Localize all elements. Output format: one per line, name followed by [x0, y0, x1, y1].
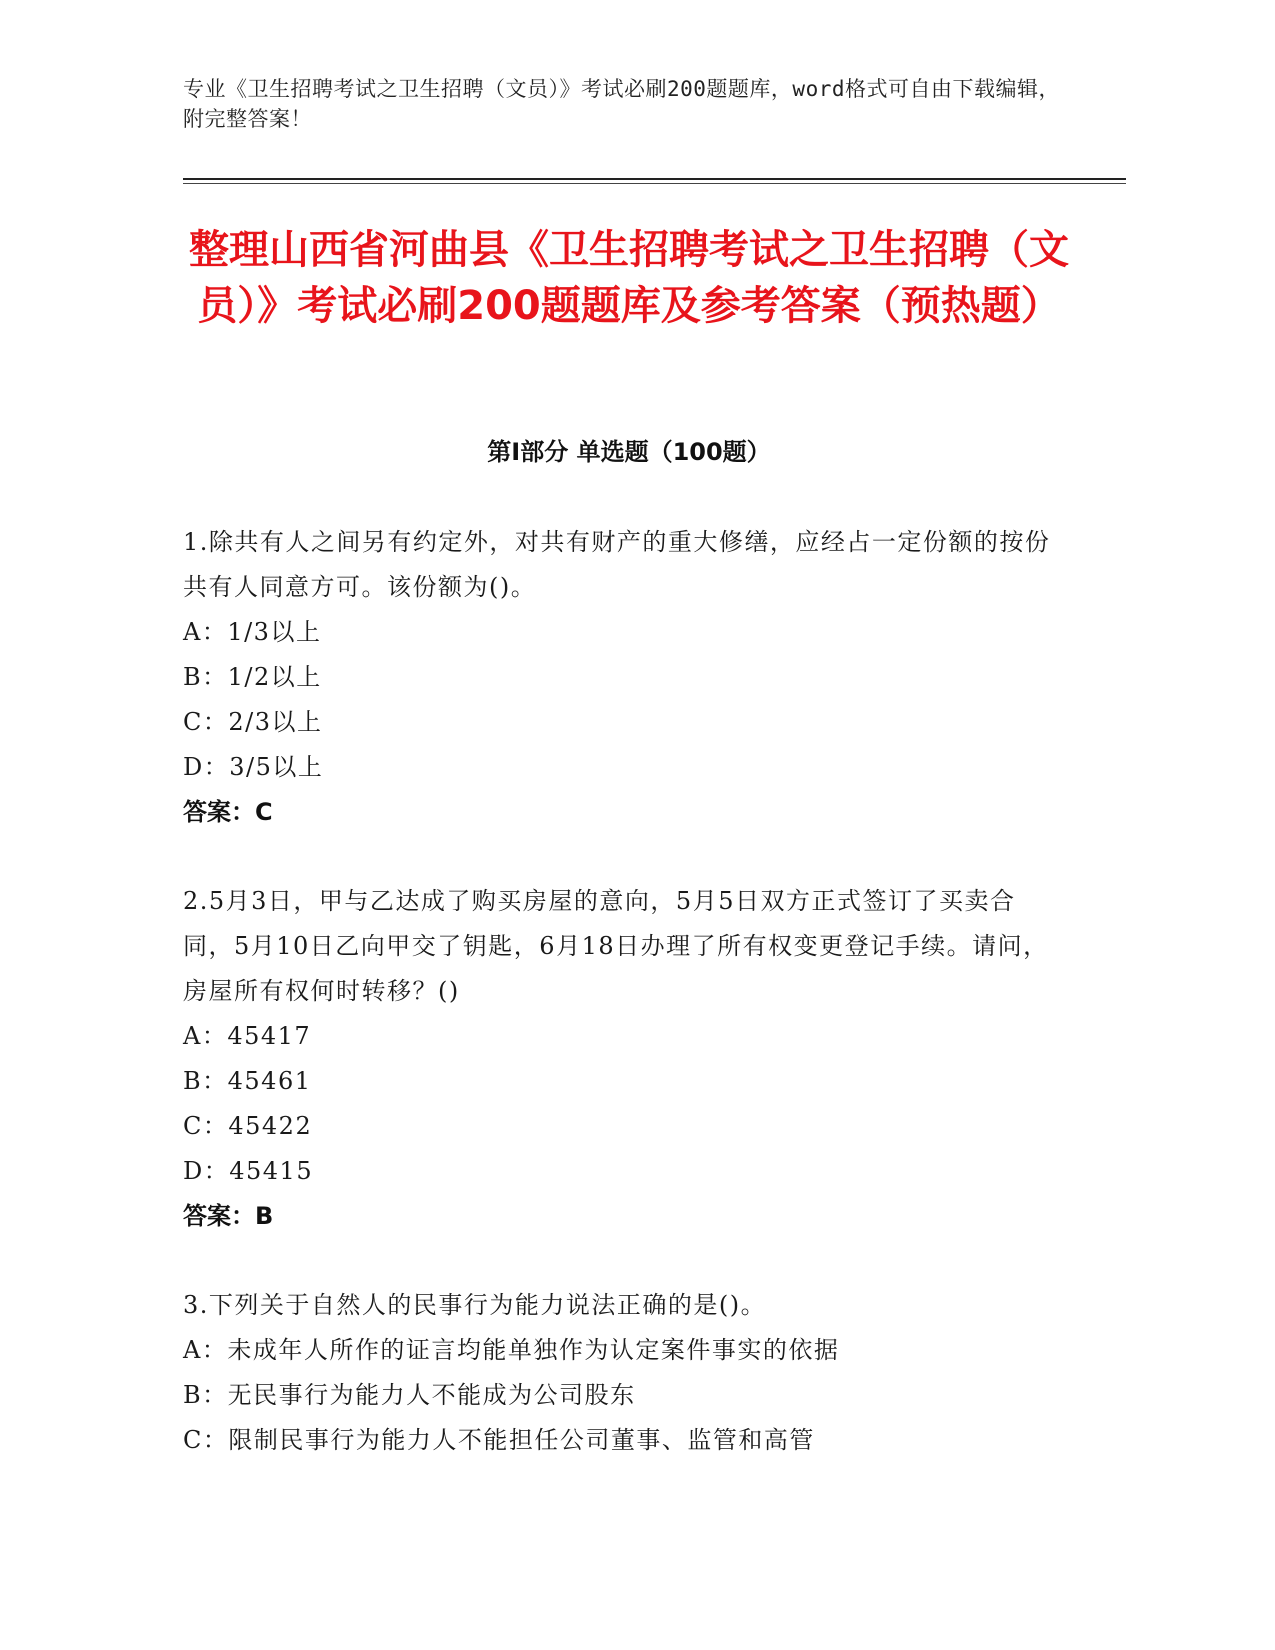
question-list [183, 520, 1063, 1507]
answer-line: 答案：B [183, 1202, 274, 1230]
section-heading: 第I部分 单选题（100题） [487, 438, 771, 466]
answer-line: 答案：C [183, 798, 273, 826]
header-divider-thick [183, 178, 1126, 180]
header-divider-thin [183, 183, 1126, 184]
option-d: D：45415 [183, 1157, 314, 1185]
option-b: B：1/2以上 [183, 663, 322, 691]
option-a: A：未成年人所作的证言均能单独作为认定案件事实的依据 [183, 1336, 840, 1364]
option-a: A：45417 [183, 1022, 312, 1050]
option-b: B：45461 [183, 1067, 312, 1095]
header-note: 专业《卫生招聘考试之卫生招聘（文员）》考试必刷200题题库，word格式可自由下载编辑，附完整答案！ [183, 77, 1060, 131]
question-item-1 [183, 520, 1063, 835]
question-stem: 3.下列关于自然人的民事行为能力说法正确的是()。 [183, 1291, 767, 1319]
option-c: C：限制民事行为能力人不能担任公司董事、监管和高管 [183, 1426, 815, 1454]
option-b: B：无民事行为能力人不能成为公司股东 [183, 1381, 636, 1409]
question-stem: 1.除共有人之间另有约定外，对共有财产的重大修缮，应经占一定份额的按份共有人同意方可。该份额为()。 [183, 528, 1051, 601]
document-title: 整理山西省河曲县《卫生招聘考试之卫生招聘（文员）》考试必刷200题题库及参考答案（预热题） [189, 227, 1069, 329]
question-stem: 2.5月3日，甲与乙达成了购买房屋的意向，5月5日双方正式签订了买卖合同，5月10日乙向甲交了钥匙，6月18日办理了所有权变更登记手续。请问，房屋所有权何时转移？() [183, 887, 1049, 1005]
option-a: A：1/3以上 [183, 618, 322, 646]
option-c: C：45422 [183, 1112, 313, 1140]
question-item-3 [183, 1283, 1063, 1463]
option-d: D：3/5以上 [183, 753, 324, 781]
question-item-2 [183, 879, 1063, 1239]
option-c: C：2/3以上 [183, 708, 323, 736]
